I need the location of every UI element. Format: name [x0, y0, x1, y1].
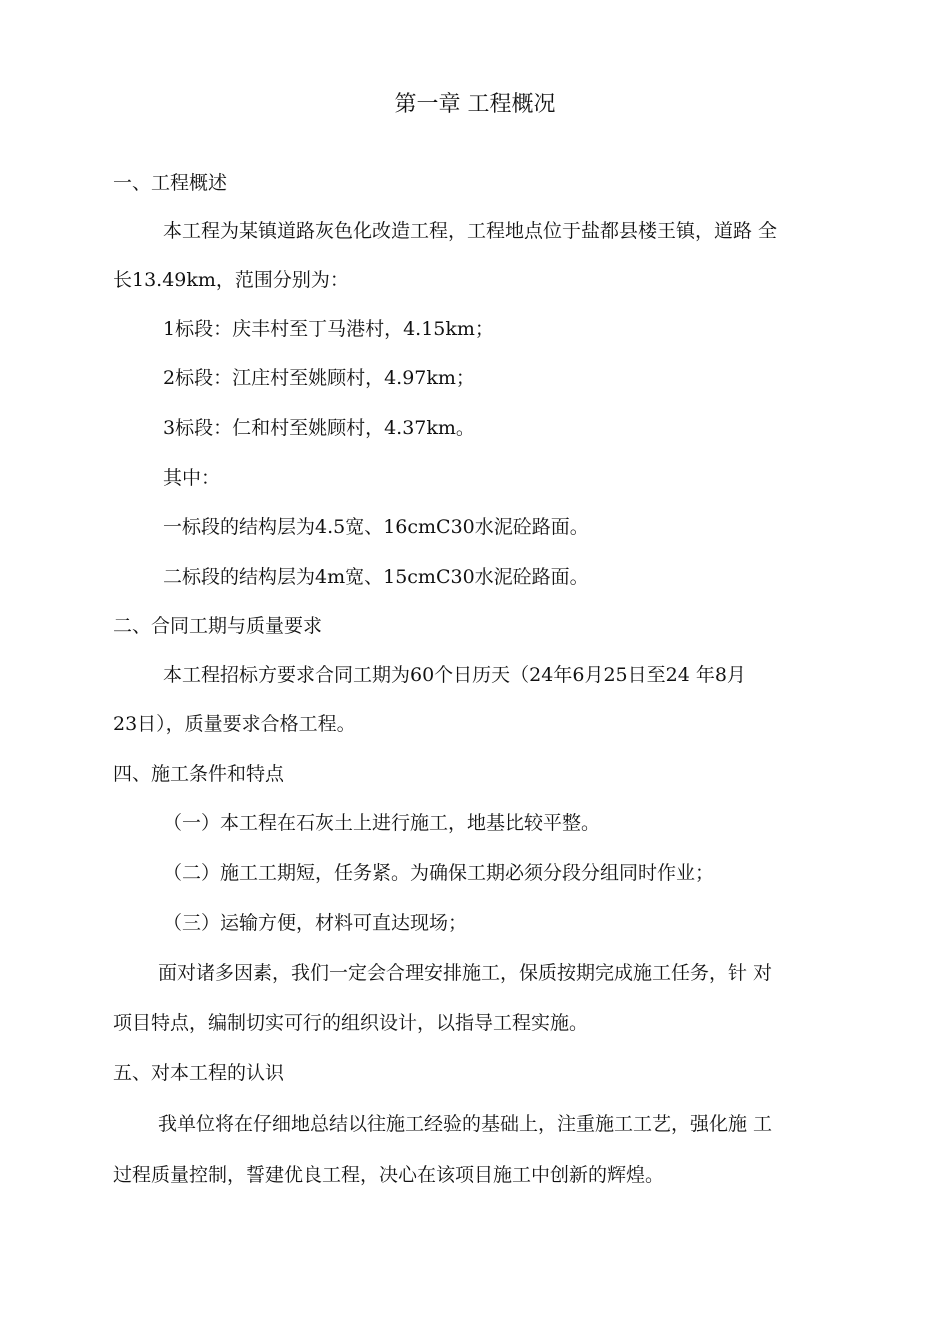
contract-paragraph-line-2: 23日），质量要求合格工程。 [113, 713, 356, 735]
contract-paragraph-line-1: 本工程招标方要求合同工期为60个日历天（24年6月25日至24 年8月 [163, 664, 746, 686]
segment-2-text: 2标段：江庄村至姚顾村，4.97km； [163, 367, 475, 389]
structure-2-text: 二标段的结构层为4m宽、15cmC30水泥砼路面。 [163, 566, 589, 588]
condition-item-2: （二）施工工期短，任务紧。为确保工期必须分段分组同时作业； [163, 862, 715, 884]
condition-item-3: （三）运输方便，材料可直达现场； [163, 912, 468, 934]
among-text: 其中： [163, 467, 221, 489]
structure-1-text: 一标段的结构层为4.5宽、16cmC30水泥砼路面。 [163, 516, 589, 538]
condition-item-1: （一）本工程在石灰土上进行施工，地基比较平整。 [163, 812, 601, 834]
segment-3-text: 3标段：仁和村至姚顾村，4.37km。 [163, 417, 475, 439]
segment-1-text: 1标段：庆丰村至丁马港村，4.15km； [163, 318, 494, 340]
page-title: 第一章 工程概况 [394, 92, 556, 117]
overview-paragraph-line-1: 本工程为某镇道路灰色化改造工程，工程地点位于盐都县楼王镇，道路 全 [163, 220, 778, 242]
overview-paragraph-line-2: 长13.49km，范围分别为： [113, 269, 349, 291]
understanding-paragraph-line-2: 过程质量控制，誓建优良工程，决心在该项目施工中创新的辉煌。 [113, 1164, 665, 1186]
understanding-paragraph-line-1: 我单位将在仔细地总结以往施工经验的基础上，注重施工工艺，强化施 工 [158, 1113, 773, 1135]
conditions-paragraph-line-2: 项目特点，编制切实可行的组织设计，以指导工程实施。 [113, 1012, 589, 1034]
section-heading-contract: 二、合同工期与质量要求 [113, 615, 323, 637]
conditions-paragraph-line-1: 面对诸多因素，我们一定会合理安排施工，保质按期完成施工任务，针 对 [158, 962, 773, 984]
section-heading-conditions: 四、施工条件和特点 [113, 763, 285, 785]
section-heading-overview: 一、工程概述 [113, 172, 228, 194]
section-heading-understanding: 五、对本工程的认识 [113, 1062, 285, 1084]
